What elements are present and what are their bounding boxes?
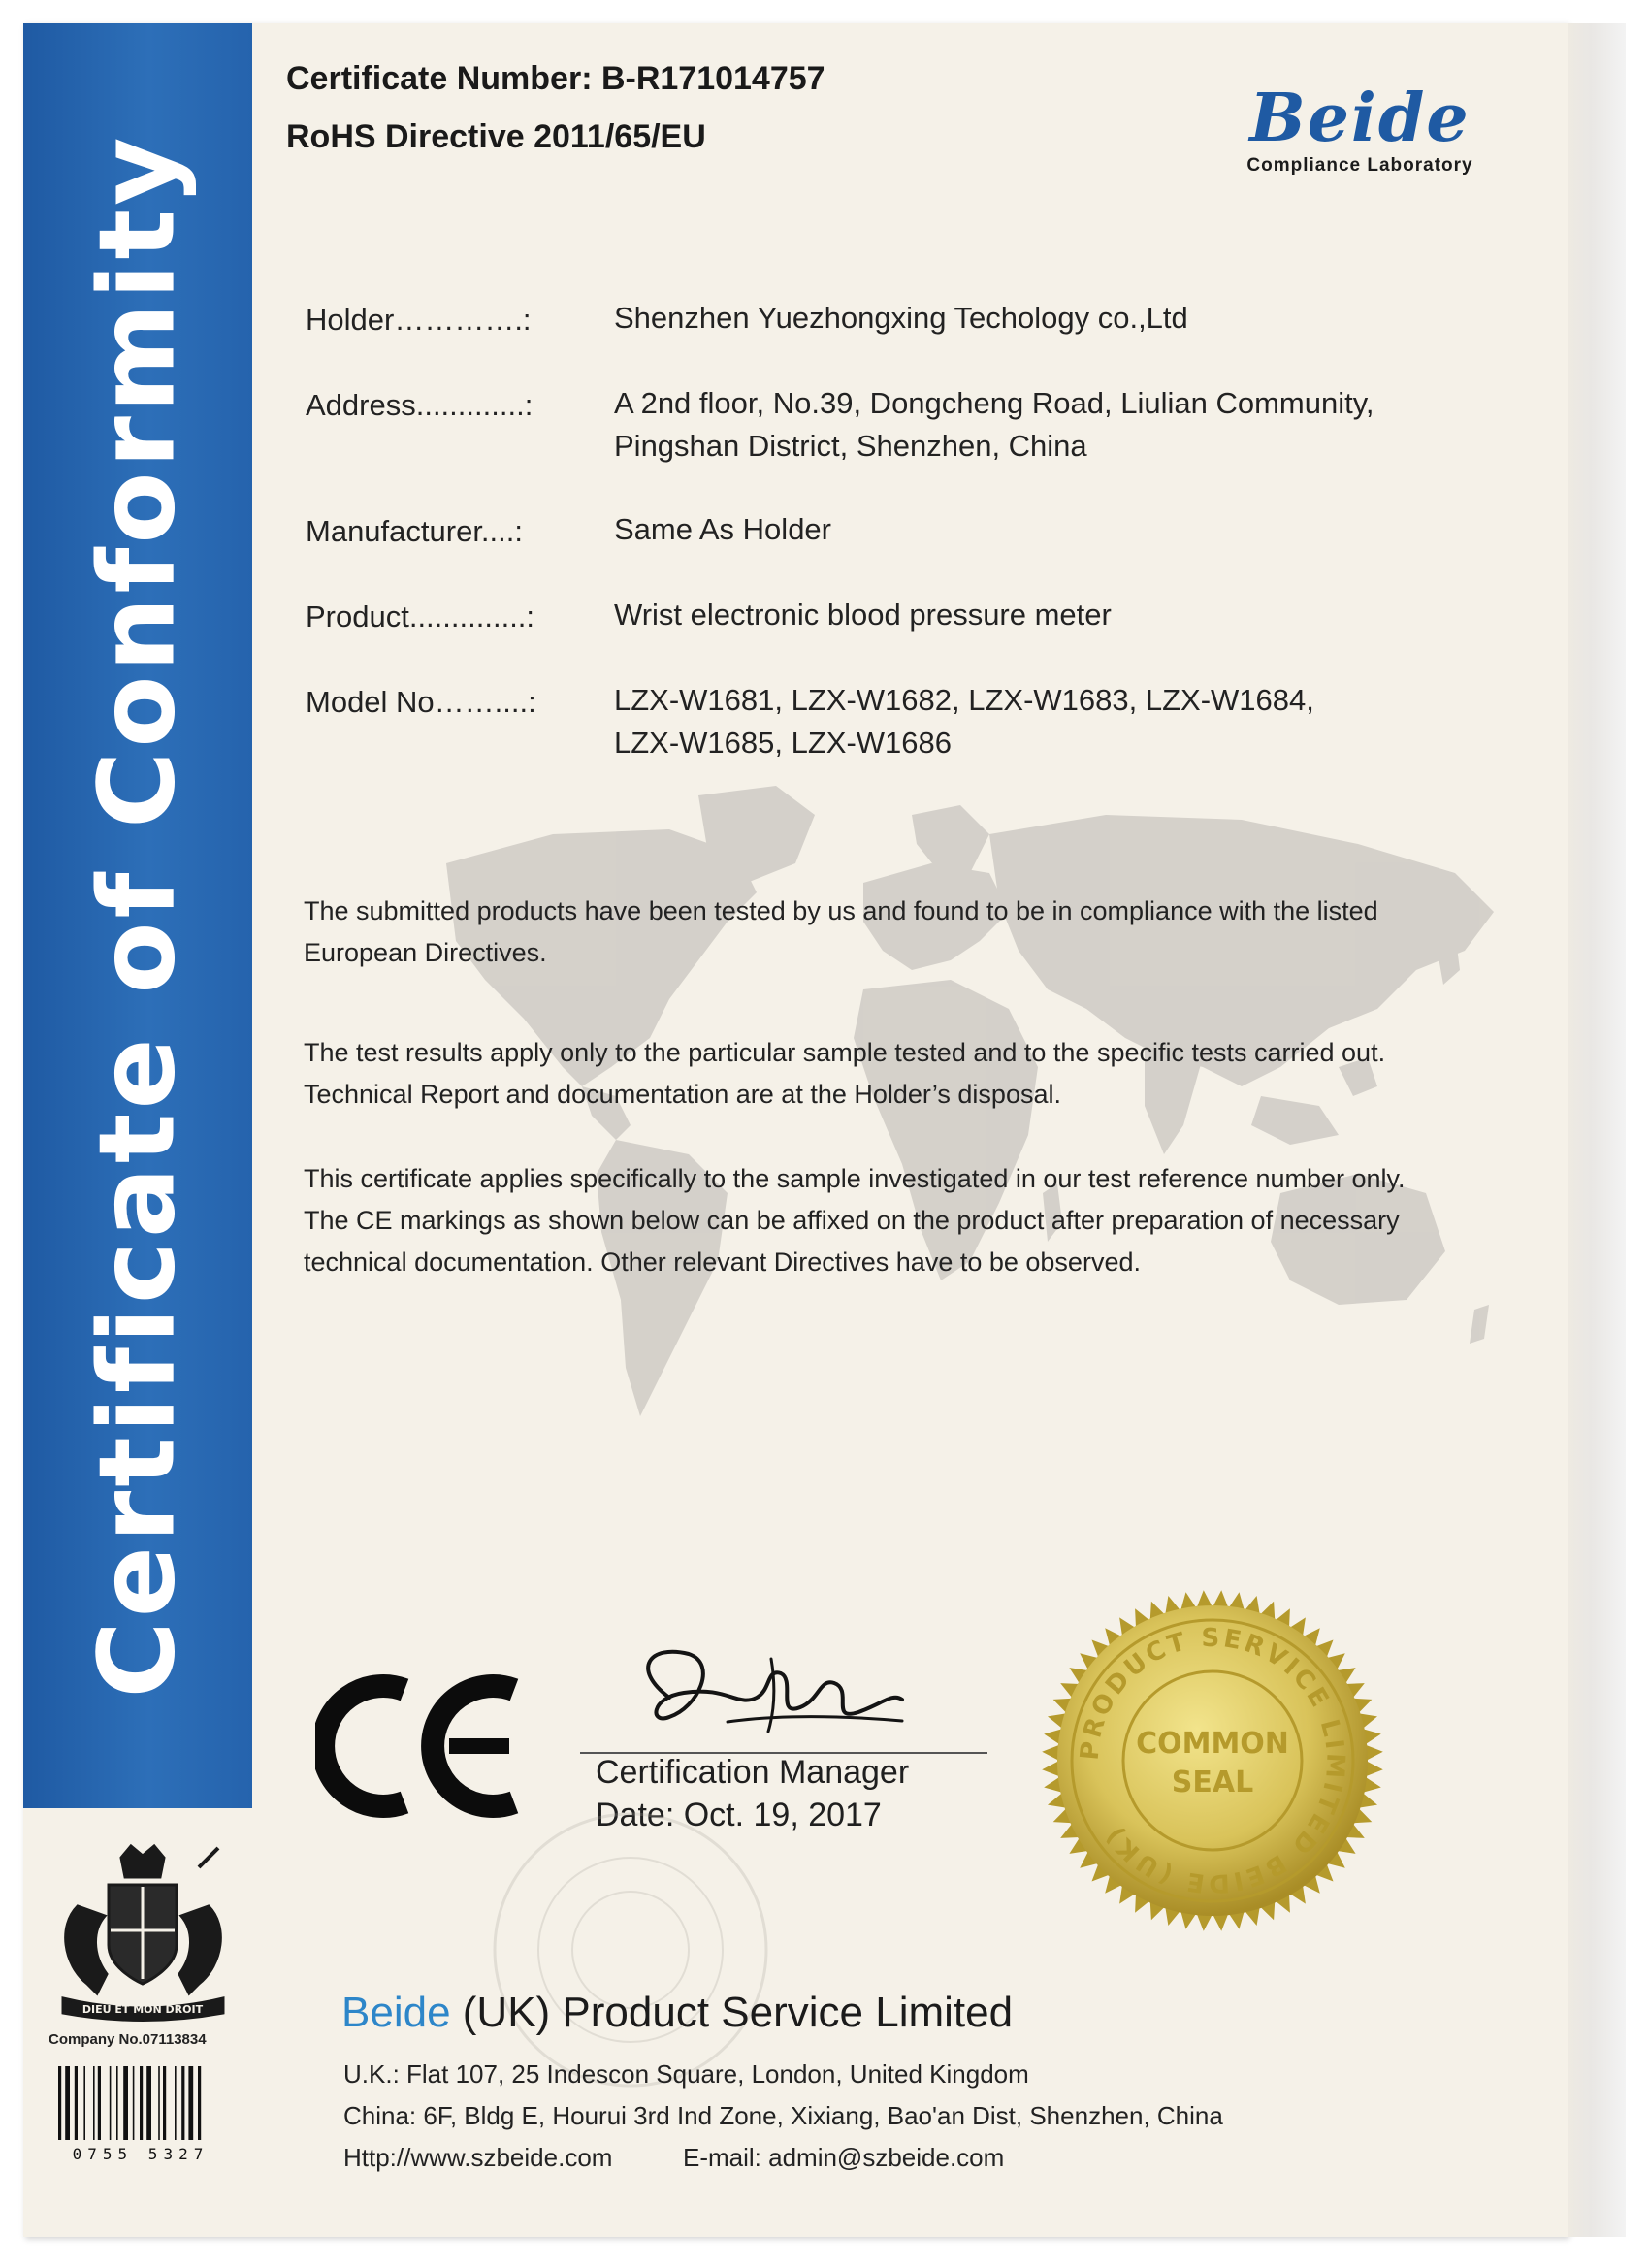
scope-paragraph [304, 1032, 1516, 1116]
seal-center-line2: SEAL [1171, 1766, 1254, 1799]
barcode-bar [198, 2066, 201, 2140]
model-value [614, 679, 1314, 764]
ce-mark-icon [315, 1669, 529, 1824]
seal-center-line1: COMMON [1136, 1727, 1289, 1761]
signature-title: Certification Manager [596, 1754, 910, 1791]
barcode-bar [158, 2066, 160, 2140]
barcode-digits: 0755 5327 [72, 2145, 210, 2163]
address-value [614, 382, 1374, 468]
world-map-watermark [407, 776, 1523, 1513]
barcode-bar [146, 2066, 151, 2140]
email-link[interactable]: E-mail: admin@szbeide.com [683, 2143, 1005, 2172]
manufacturer-line: Same As Holder [614, 512, 831, 546]
uk-address: U.K.: Flat 107, 25 Indescon Square, London, United Kingdom [343, 2059, 1029, 2089]
embossed-seal-icon [485, 1804, 776, 2095]
compliance-paragraph [304, 891, 1516, 974]
logo-word: Beide [1249, 80, 1471, 157]
company-number: Company No.07113834 [48, 2031, 207, 2048]
scan-edge [1568, 23, 1626, 2237]
barcode-bar [123, 2066, 128, 2140]
model-line: LZX-W1681, LZX-W1682, LZX-W1683, LZX-W1684, [614, 683, 1314, 717]
china-address: China: 6F, Bldg E, Hourui 3rd Ind Zone, Xixiang, Bao'an Dist, Shenzhen, China [343, 2101, 1223, 2130]
barcode-bar [65, 2066, 70, 2140]
address-label: Address.............: [306, 388, 534, 422]
barcode-bar [133, 2066, 135, 2140]
holder-line: Shenzhen Yuezhongxing Techology co.,Ltd [614, 301, 1188, 335]
paragraph-line: The CE markings as shown below can be affixed on the product after preparation of necessary [304, 1206, 1400, 1235]
model-line: LZX-W1685, LZX-W1686 [614, 726, 953, 760]
sidebar-title: Certificate of Conformity [77, 133, 199, 1699]
company-name [341, 1989, 1013, 2037]
signature-date: Date: Oct. 19, 2017 [596, 1797, 882, 1833]
address-line: A 2nd floor, No.39, Dongcheng Road, Liulian Community, [614, 386, 1374, 420]
certificate-number: Certificate Number: B-R171014757 [286, 60, 825, 97]
barcode-icon [54, 2066, 227, 2163]
barcode-bar [140, 2066, 143, 2140]
barcode-bar [58, 2066, 61, 2140]
barcode-bar [181, 2066, 184, 2140]
paragraph-line: technical documentation. Other relevant Directives have to be observed. [304, 1247, 1141, 1277]
barcode-bar [98, 2066, 101, 2140]
ce-paragraph [304, 1158, 1516, 1283]
address-line: Pingshan District, Shenzhen, China [614, 429, 1087, 463]
paragraph-line: This certificate applies specifically to the sample investigated in our test reference number only. [304, 1164, 1406, 1193]
paragraph-line: The submitted products have been tested by us and found to be in compliance with the listed [304, 896, 1378, 925]
logo-subtitle: Compliance Laboratory [1246, 155, 1473, 176]
directive-title: RoHS Directive 2011/65/EU [286, 118, 706, 155]
model-label: Model No……....: [306, 685, 536, 719]
royal-crest-icon [39, 1838, 247, 2027]
product-line: Wrist electronic blood pressure meter [614, 598, 1112, 632]
barcode-bar [188, 2066, 193, 2140]
signature-icon [611, 1639, 931, 1746]
manufacturer-value [614, 508, 831, 551]
beide-logo [1214, 80, 1505, 177]
website-link[interactable]: Http://www.szbeide.com [343, 2143, 613, 2172]
gold-seal-icon [1028, 1576, 1397, 1945]
holder-label: Holder………….: [306, 303, 532, 337]
sidebar-band [23, 23, 252, 1808]
seal-ring-text: PRODUCT SERVICE LIMITED BEIDE (UK) [1075, 1623, 1350, 1898]
holder-value [614, 297, 1188, 340]
paragraph-line: Technical Report and documentation are at the Holder’s disposal. [304, 1080, 1061, 1109]
barcode-bar [163, 2066, 166, 2140]
paragraph-line: The test results apply only to the particular sample tested and to the specific tests carried out. [304, 1038, 1386, 1067]
barcode-bar [93, 2066, 95, 2140]
barcode-bar [175, 2066, 177, 2140]
company-rest: (UK) Product Service Limited [450, 1989, 1014, 2036]
barcode-bar [110, 2066, 112, 2140]
barcode-bar [75, 2066, 78, 2140]
product-value [614, 594, 1112, 636]
paragraph-line: European Directives. [304, 938, 547, 967]
company-brand: Beide [341, 1989, 451, 2036]
manufacturer-label: Manufacturer....: [306, 514, 523, 548]
barcode-bar [83, 2066, 85, 2140]
crest-motto: DIEU ET MON DROIT [81, 2003, 204, 2016]
product-label: Product..............: [306, 599, 535, 633]
barcode-bar [116, 2066, 118, 2140]
